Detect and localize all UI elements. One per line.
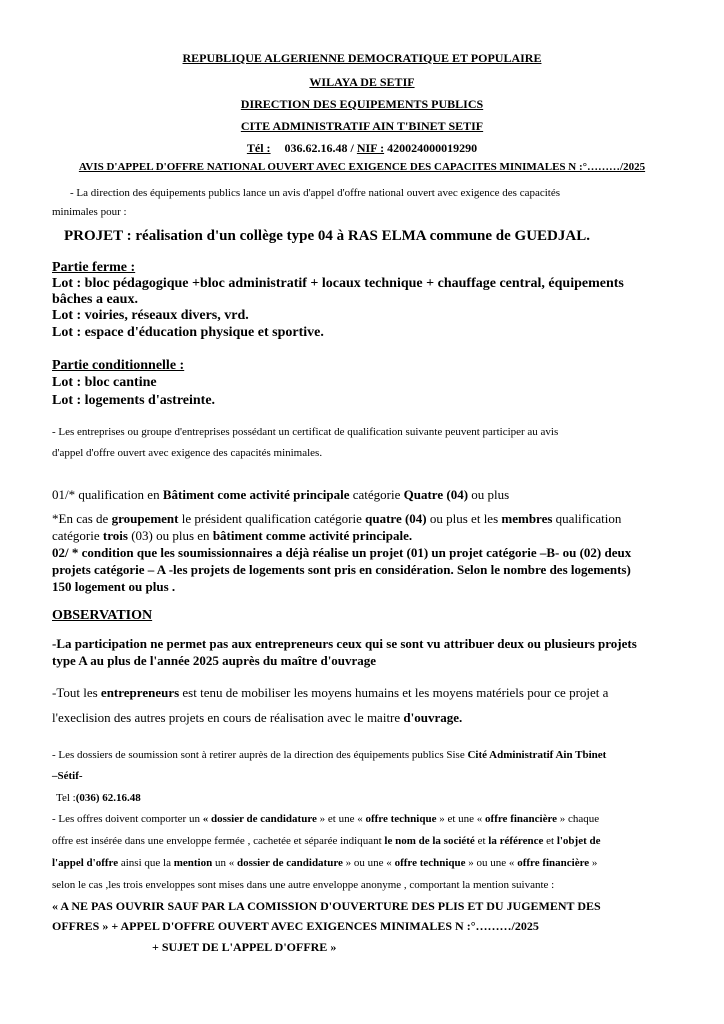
qualif-l3-03: (03) [127,528,153,543]
qualif-l3-trois: trois [102,528,128,543]
observation-p1-line-2: type A au plus de l'année 2025 auprès du maître d'ouvrage [52,653,377,668]
o3-j: » [589,857,598,869]
qualif-l3-a: catégorie [52,528,103,543]
partie-ferme-lot-1b: bâches a eaux. [52,292,138,307]
header-cite: CITE ADMINISTRATIF AIN T'BINET SETIF [240,119,484,133]
qualif-l2-c: le président qualification catégorie [178,511,366,526]
obs-p2-c: est tenu de mobiliser les moyens humains et les moyens matériels pour ce projet a [179,685,609,700]
nif-label: NIF : [356,141,385,155]
obs-p2-a: -Tout les [52,685,101,700]
o1-g: » chaque [557,813,600,825]
partie-conditionnelle-lot-2: Lot : logements d'astreinte. [52,393,216,408]
final-line-1: « A NE PAS OUVRIR SAUF PAR LA COMISSION D'OUVERTURE DES PLIS ET DU JUGEMENT DES [52,899,601,913]
final-line-2: OFFRES » + APPEL D'OFFRE OUVERT AVEC EXIGENCES MINIMALES N :°………/2025 [52,919,539,933]
offres-line-1 [52,813,599,826]
dossiers-tel [56,792,141,805]
partie-conditionnelle-title: Partie conditionnelle : [52,358,185,373]
qualif-l1-activite: Bâtiment come activité principale [162,487,350,502]
observation-p1-line-1: -La participation ne permet pas aux entrepreneurs ceux qui se sont vu attribuer deux ou plusieurs projets [52,636,637,651]
qualif-l3-d: ou plus en [152,528,213,543]
qualif-l2-quatre: quatre (04) [365,511,427,526]
dossiers-l1-cite: Cité Administratif Ain Tbinet [467,749,607,761]
obs-p2-l2-a: l'execlision des autres projets en cours de réalisation avec le maitre [52,710,404,725]
o1-b: « dossier de candidature [202,813,317,825]
projet-title: PROJET : réalisation d'un collège type 04 à RAS ELMA commune de GUEDJAL. [64,228,590,244]
dossiers-line-2: –Sétif- [52,770,83,782]
offres-line-3 [52,857,597,870]
tel-value: 036.62.16.48 [284,141,348,155]
entreprises-line-1: - Les entreprises ou groupe d'entreprises possédant un certificat de qualification suivante peuvent participer au avis [52,426,559,438]
o1-f: offre financière [485,813,558,825]
qualif-line-1 [52,488,509,503]
dossiers-l1-a: - Les dossiers de soumission sont à retirer auprès de la direction des équipements publics Sise [52,749,468,761]
qualif-l1-ou-plus: ou plus [468,487,510,502]
qualif-line-2 [52,512,621,527]
avis-title: AVIS D'APPEL D'OFFRE NATIONAL OUVERT AVEC EXIGENCE DES CAPACITES MINIMALES N :°………/2025 [78,161,646,173]
qualif-l3-batiment: bâtiment comme activité principale. [212,528,413,543]
qualif-l1-04: (04) [443,487,469,502]
offres-line-2 [52,835,601,848]
dossiers-line-1 [52,749,606,762]
o3-h: » ou une « [465,857,518,869]
observation-p2-line-1 [52,686,608,701]
qualif-l2-g: qualification [552,511,622,526]
observation-p2-line-2 [52,711,462,726]
tel-label: Tél : [246,141,271,155]
qualif-line-4: 02/ * condition que les soumissionnaires a déjà réalise un projet (01) un projet catégorie –B- ou (02) deux [52,545,632,560]
final-line-3: + SUJET DE L'APPEL D'OFFRE » [152,940,337,954]
qualif-line-6: 150 logement ou plus . [52,579,176,594]
o1-c: » et une « [316,813,366,825]
o3-c: mention [173,857,213,869]
o2-e: et [543,835,557,847]
qualif-l2-a: *En cas de [52,511,112,526]
o3-a: l'appel d'offre [52,857,119,869]
nif-value: 420024000019290 [387,141,478,155]
o2-a: offre est insérée dans une enveloppe fermée , cachetée et séparée indiquant [52,835,385,847]
dossiers-tel-value: (036) 62.16.48 [75,792,141,804]
o3-i: offre financière [517,857,590,869]
qualif-line-5: projets catégorie – A -les projets de logements sont pris en considération. Selon le nombre des logements) [52,562,631,577]
entreprises-line-2: d'appel d'offre ouvert avec exigence des capacités minimales. [52,447,323,459]
o1-a: - Les offres doivent comporter un [52,813,203,825]
header-direction: DIRECTION DES EQUIPEMENTS PUBLICS [240,97,484,111]
qualif-l2-e: ou plus et les [426,511,502,526]
partie-ferme-title: Partie ferme : [52,260,136,275]
partie-ferme-lot-3: Lot : espace d'éducation physique et sportive. [52,325,324,340]
qualif-l2-membres: membres [501,511,553,526]
qualif-l1-text: 01/* qualification en [52,487,163,502]
qualif-l1-categorie: catégorie [349,487,404,502]
obs-p2-ouvrage: d'ouvrage. [403,710,463,725]
dossiers-tel-label: Tel : [56,792,76,804]
qualif-line-3 [52,529,412,544]
o3-g: offre technique [394,857,466,869]
partie-ferme-lot-2: Lot : voiries, réseaux divers, vrd. [52,308,249,323]
intro-line-1: - La direction des équipements publics lance un avis d'appel d'offre national ouvert avec exigence des capacités [70,187,561,199]
partie-conditionnelle-lot-1: Lot : bloc cantine [52,375,157,390]
header-contact [0,142,724,156]
offres-line-4: selon le cas ,les trois enveloppes sont mises dans une autre enveloppe anonyme , comportant la mention suivante : [52,879,555,891]
o2-f: l'objet de [556,835,601,847]
o3-d: un « [212,857,237,869]
observation-title: OBSERVATION [52,608,153,623]
header-wilaya: WILAYA DE SETIF [309,75,415,89]
o3-f: » ou une « [342,857,395,869]
o3-b: ainsi que la [118,857,174,869]
o2-b: le nom de la société [384,835,475,847]
qualif-l2-groupement: groupement [111,511,179,526]
o3-e: dossier de candidature [236,857,343,869]
partie-ferme-lot-1a: Lot : bloc pédagogique +bloc administratif + locaux technique + chauffage central, équipements [52,276,624,291]
contact-separator: / [350,141,354,155]
qualif-l1-quatre: Quatre [403,487,444,502]
o1-d: offre technique [365,813,437,825]
obs-p2-entrepreneurs: entrepreneurs [100,685,180,700]
o2-d: la référence [488,835,544,847]
o1-e: » et une « [436,813,486,825]
o2-c: et [474,835,489,847]
intro-line-2: minimales pour : [52,206,127,218]
header-republique: REPUBLIQUE ALGERIENNE DEMOCRATIQUE ET POPULAIRE [182,51,542,65]
